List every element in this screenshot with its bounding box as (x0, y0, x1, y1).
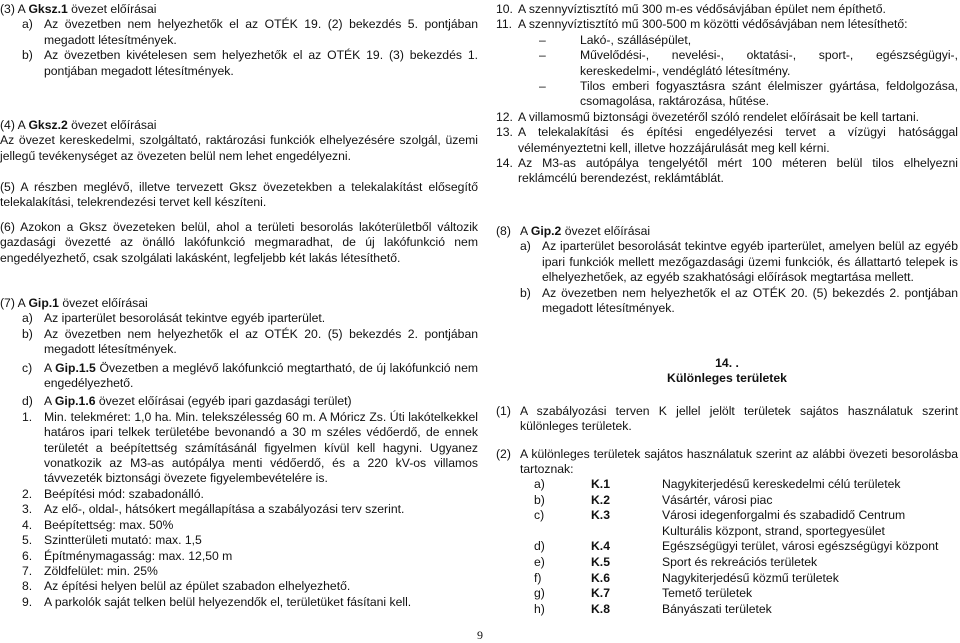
paragraph-6: (6) Azokon a Gksz övezeteken belül, ahol a területi besorolás lakóterületből változik gazdasági övezetté az önálló lakófunkció megmaradhat, de új lakófunkció nem engedélyezhető, csak szolgálati lakásként, legfeljebb két lakás létesíthető. (0, 220, 478, 265)
section-gip2 (496, 224, 958, 316)
list-item: 6. Építménymagasság: max. 12,50 m (22, 548, 233, 563)
list-item: 13. A telekalakítási és építési engedélyezési tervet a vízügyi hatósággal véleményeztetni kell, illetve hozzájárulását meg kell kérni. (496, 125, 958, 155)
section-title: (7) A Gip.1 övezet előírásai (0, 296, 148, 310)
list-item: 14. Az M3-as autópálya tengelyétől mért 100 méteren belül tilos elhelyezni reklámcélú berendezést, reklámtáblát. (496, 156, 958, 186)
table-row: d) K.4 Egészségügyi terület, városi egészségügyi központ (534, 539, 939, 554)
list-item: – Tilos emberi fogyasztásra szánt élelmiszer gyártása, feldolgozása, csomagolása, raktározása, hűtése. (539, 79, 958, 109)
paragraph-5: (5) A részben meglévő, illetve tervezett Gksz övezetekben a telekalakítást elősegítő telekalakítási, telekrendezési tervet kell készíteni. (0, 180, 478, 210)
section-gksz2 (0, 118, 478, 164)
section-gip1 (0, 296, 478, 610)
table-row: a) K.1 Nagykiterjedésű kereskedelmi célú területek (534, 477, 901, 491)
paragraph-k1: (1) A szabályozási terven K jellel jelölt területek sajátos használatuk szerint különleges területek. (496, 404, 958, 434)
chapter-number: 14. . (715, 356, 739, 370)
list-item: a) Az iparterület besorolását tekintve egyéb iparterület. (22, 311, 326, 326)
list-item: 9. A parkolók saját telken belül helyezendők el, területüket fásítani kell. (22, 594, 412, 609)
chapter-title: Különleges területek (667, 371, 787, 386)
paragraph: Az övezet kereskedelmi, szolgáltató, raktározási funkciók elhelyezésére szolgál, üzemi jellegű tevékenységet az övezeten belül nem lehet engedélyezni. (0, 133, 478, 163)
list-item: a) Az iparterület besorolását tekintve egyéb iparterület, amelyen belül az egyéb ipari funkciók mellett mezőgazdasági üzemi funkciók, és állattartó telepek is elhelyezhetőek, az egyéb szakhatósági előírások megtartása mellett. (520, 239, 958, 285)
table-row: c) K.3 Városi idegenforgalmi és szabadidő Centrum Kulturális központ, strand, sportegyesület (534, 508, 906, 538)
list-item: 11. A szennyvíztisztító mű 300-500 m közötti védősávjában nem létesíthető: (496, 17, 908, 32)
list-item: 4. Beépítettség: max. 50% (22, 517, 174, 532)
section-gksz1 (0, 2, 478, 79)
list-item: d) A Gip.1.6 övezet előírásai (egyéb ipari gazdasági terület) (22, 394, 352, 409)
section-title: (3) A Gksz.1 övezet előírásai (0, 2, 157, 16)
numbered-list (0, 410, 478, 610)
list-item: c) A Gip.1.5 Övezetben a meglévő lakófunkció megtartható, de új lakófunkció nem engedélyezhető. (22, 360, 478, 391)
list-item: 8. Az építési helyen belül az épület szabadon elhelyezhető. (22, 579, 351, 594)
table-row: b) K.2 Vásártér, városi piac (534, 492, 773, 507)
list-item: b) Az övezetben kivételesen sem helyezhetők el az OTÉK 19. (3) bekezdés 1. pontjában megadott létesítmények. (22, 48, 478, 78)
list-item: 1. Min. telekméret: 1,0 ha. Min. telekszélesség 60 m. A Móricz Zs. Úti lakótelkekkel határos ipari telkek területébe bevonandó a 30 m széles védőerdő, de ennek területét a beépítettség számításánál figyelmen kívül kell hagyni. Ugyanez vonatkozik az M3-as autópálya menti védőerdő, és a 220 kV-os villamos távvezeték biztonsági övezete figyelembevételére is. (22, 409, 478, 486)
list-item: 10. A szennyvíztisztító mű 300 m-es védősávjában épület nem építhető. (496, 2, 886, 16)
list-item: 3. Az elő-, oldal-, hátsókert megállapítása a szabályozási terv szerint. (22, 502, 405, 517)
table-row: h) K.8 Bányászati területek (534, 602, 772, 617)
table-row: g) K.7 Temető területek (534, 586, 753, 601)
dash-list (496, 33, 958, 110)
list-item: b) Az övezetben nem helyezhetők el az OTÉK 20. (5) bekezdés 2. pontjában megadott létesítmények. (520, 285, 958, 316)
list-item: 12. A villamosmű biztonsági övezetéről szóló rendelet előírásait be kell tartani. (496, 109, 920, 124)
numbered-list-continued (496, 2, 958, 187)
page-number: 9 (477, 628, 483, 642)
list-item: 7. Zöldfelület: min. 25% (22, 563, 158, 578)
list-item: – Művelődési-, nevelési-, oktatási-, sport-, egészségügyi-, kereskedelmi-, vendéglátó létesítmény. (539, 48, 958, 78)
list-item: 5. Szintterületi mutató: max. 1,5 (22, 533, 202, 548)
chapter-heading (496, 356, 958, 387)
list-item: 2. Beépítési mód: szabadonálló. (22, 486, 204, 501)
table-row: f) K.6 Nagykiterjedésű közmű területek (534, 570, 839, 585)
section-title: (8) A Gip.2 övezet előírásai (496, 224, 651, 238)
table-row: e) K.5 Sport és rekreációs területek (534, 555, 818, 570)
list-item: – Lakó-, szállásépület, (539, 32, 692, 47)
list-item: a) Az övezetben nem helyezhetők el az OTÉK 19. (2) bekezdés 5. pontjában megadott létesítmények. (22, 17, 478, 47)
section-title: (4) A Gksz.2 övezet előírásai (0, 118, 157, 132)
paragraph-k2: (2) A különleges területek sajátos használatuk szerint az alábbi övezeti besorolásba tartoznak: (496, 447, 958, 477)
list-item: b) Az övezetben nem helyezhetők el az OTÉK 20. (5) bekezdés 2. pontjában megadott létesítmények. (22, 326, 478, 357)
zone-table (534, 477, 958, 618)
